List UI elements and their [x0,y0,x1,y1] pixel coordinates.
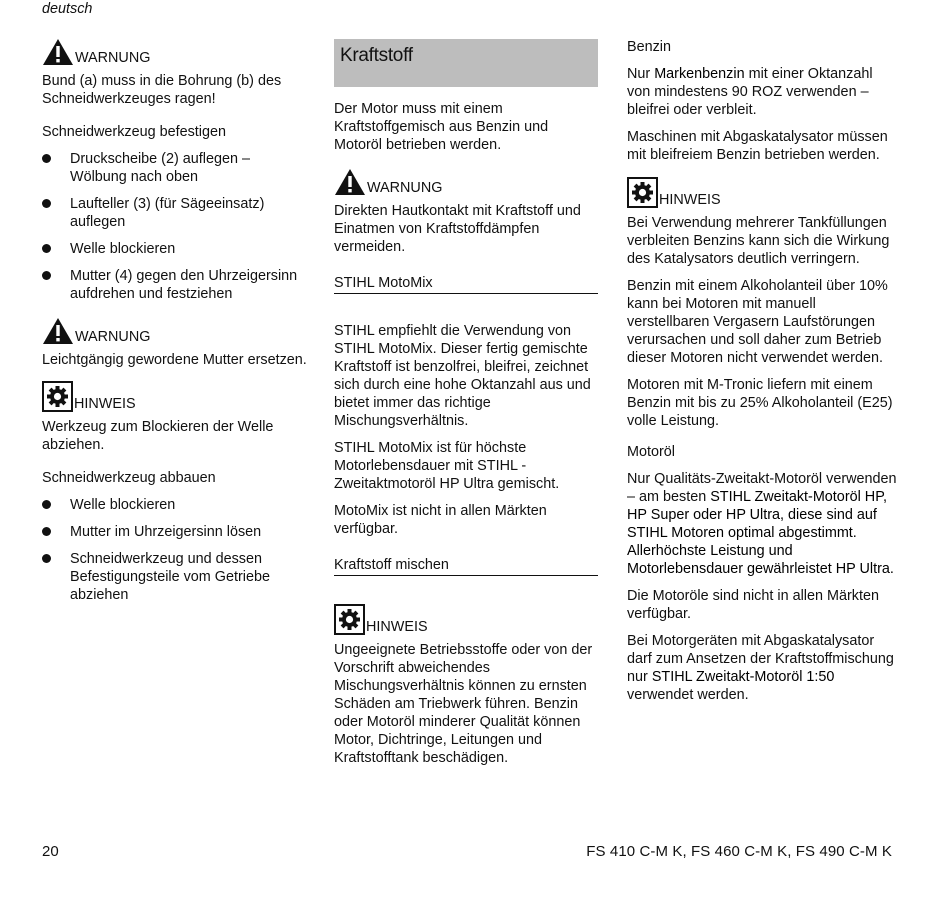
warning-label: WARNUNG [75,50,151,66]
oel-paragraph: Die Motoröle sind nicht in allen Märkten verfügbar. [627,588,879,622]
page-number: 20 [42,843,59,860]
mount-heading: Schneidwerkzeug befestigen [42,124,227,140]
model-list: FS 410 C-M K, FS 460 C-M K, FS 490 C-M K [586,843,892,860]
section-title: Kraftstoff [340,45,413,66]
language-label: deutsch [42,1,93,17]
intro-text: Der Motor muss mit einem Kraftstoffgemisch aus Benzin und Motoröl betrieben werden. [334,101,549,153]
list-item: Welle blockieren [42,240,308,258]
warning-notice [42,38,308,66]
remove-heading: Schneidwerkzeug abbauen [42,470,216,486]
remove-steps-list [42,496,308,604]
list-item: Schneidwerkzeug und dessen Befestigungsteile vom Getriebe abziehen [42,550,308,604]
emphasis: STIHL Zweitakt-Motoröl HP, HP Super oder HP Ultra, diese sind auf STIHL Motoren optimal abgestimmt. Allerhöchste Leistung und Motorlebensdauer gewährleistet HP Ultra. [627,489,894,577]
hinweis-text: Ungeeignete Betriebsstoffe oder von der Vorschrift abweichendes Mischungsverhältnis können zu ernsten Schäden am Triebwerk führen. Benzin oder Motoröl minderer Qualität können Motor, Dichtringe, Leitungen und Kraftstofftank beschädigen. [334,642,593,766]
warning-text: Direkten Hautkontakt mit Kraftstoff und Einatmen von Kraftstoffdämpfen vermeiden. [334,203,581,255]
list-item: Mutter im Uhrzeigersinn lösen [42,523,308,541]
warning-label: WARNUNG [75,329,151,345]
list-item: Mutter (4) gegen den Uhrzeigersinn aufdrehen und festziehen [42,267,308,303]
bullet-icon [42,500,51,509]
hinweis-notice [334,604,598,635]
warning-text: Bund (a) muss in die Bohrung (b) des Schneidwerkzeuges ragen! [42,73,282,107]
benzin-paragraph: Maschinen mit Abgaskatalysator müssen mit bleifreiem Benzin betrieben werden. [627,129,888,163]
emphasis: STIHL Zweitakt-Motoröl 1:50 [651,669,835,685]
column-3 [627,38,897,713]
bullet-icon [42,244,51,253]
benzin-heading: Benzin [627,39,672,55]
column-2 [334,38,598,776]
emphasis: Markenbenzin [654,66,745,82]
gear-notice-icon [42,381,73,412]
hinweis-label: HINWEIS [366,619,428,635]
section-title-box [334,39,598,87]
oel-paragraph: Nur Qualitäts-Zweitakt-Motoröl verwenden – am besten STIHL Zweitakt-Motoröl HP, HP Super oder HP Ultra, diese sind auf STIHL Motoren optimal abgestimmt. Allerhöchste Leistung und Motorlebensdauer gewährleistet HP Ultra. [627,471,897,577]
hinweis-notice [627,177,897,208]
mount-steps-list [42,150,308,303]
bullet-icon [42,199,51,208]
column-1 [42,38,308,613]
list-item: Laufteller (3) (für Sägeeinsatz) auflegen [42,195,308,231]
warning-notice [42,317,308,345]
hinweis-label: HINWEIS [74,396,136,412]
hinweis-text: Bei Verwendung mehrerer Tankfüllungen verbleiten Benzins kann sich die Wirkung des Katalysators deutlich verringern. [627,215,890,267]
oel-paragraph: Bei Motorgeräten mit Abgaskatalysator darf zum Ansetzen der Kraftstoffmischung nur STIHL Zweitakt-Motoröl 1:50 verwendet werden. [627,633,894,703]
list-item: Druckscheibe (2) auflegen – Wölbung nach oben [42,150,308,186]
warning-notice [334,168,598,196]
list-item: Welle blockieren [42,496,308,514]
mix-heading: Kraftstoff mischen [334,556,598,576]
warning-triangle-icon [42,317,74,345]
bullet-icon [42,554,51,563]
warning-triangle-icon [42,38,74,66]
warning-text: Leichtgängig gewordene Mutter ersetzen. [42,352,307,368]
hinweis-label: HINWEIS [659,192,721,208]
hinweis-text: Werkzeug zum Blockieren der Welle abziehen. [42,419,274,453]
benzin-paragraph: Nur Markenbenzin mit einer Oktanzahl von mindestens 90 ROZ verwenden – bleifrei oder verbleit. [627,66,873,118]
warning-label: WARNUNG [367,180,443,196]
bullet-icon [42,154,51,163]
benzin-paragraph: Motoren mit M-Tronic liefern mit einem Benzin mit bis zu 25% Alkoholanteil (E25) volle Leistung. [627,377,893,429]
bullet-icon [42,271,51,280]
motomix-paragraph: STIHL MotoMix ist für höchste Motorlebensdauer mit STIHL - Zweitaktmotoröl HP Ultra gemischt. [334,440,560,492]
motomix-paragraph: MotoMix ist nicht in allen Märkten verfügbar. [334,503,547,537]
motomix-heading: STIHL MotoMix [334,274,598,294]
motomix-paragraph: STIHL empfiehlt die Verwendung von STIHL MotoMix. Dieser fertig gemischte Kraftstoff ist benzolfrei, bleifrei, zeichnet sich durch eine hohe Oktanzahl aus und bietet immer das richtige Mischungsverhältnis. [334,323,591,429]
gear-notice-icon [334,604,365,635]
hinweis-notice [42,381,308,412]
bullet-icon [42,527,51,536]
gear-notice-icon [627,177,658,208]
warning-triangle-icon [334,168,366,196]
benzin-paragraph: Benzin mit einem Alkoholanteil über 10% kann bei Motoren mit manuell verstellbaren Vergasern Laufstörungen verursachen und soll daher zum Betrieb dieser Motoren nicht verwendet werden. [627,278,888,366]
oel-heading: Motoröl [627,444,675,460]
